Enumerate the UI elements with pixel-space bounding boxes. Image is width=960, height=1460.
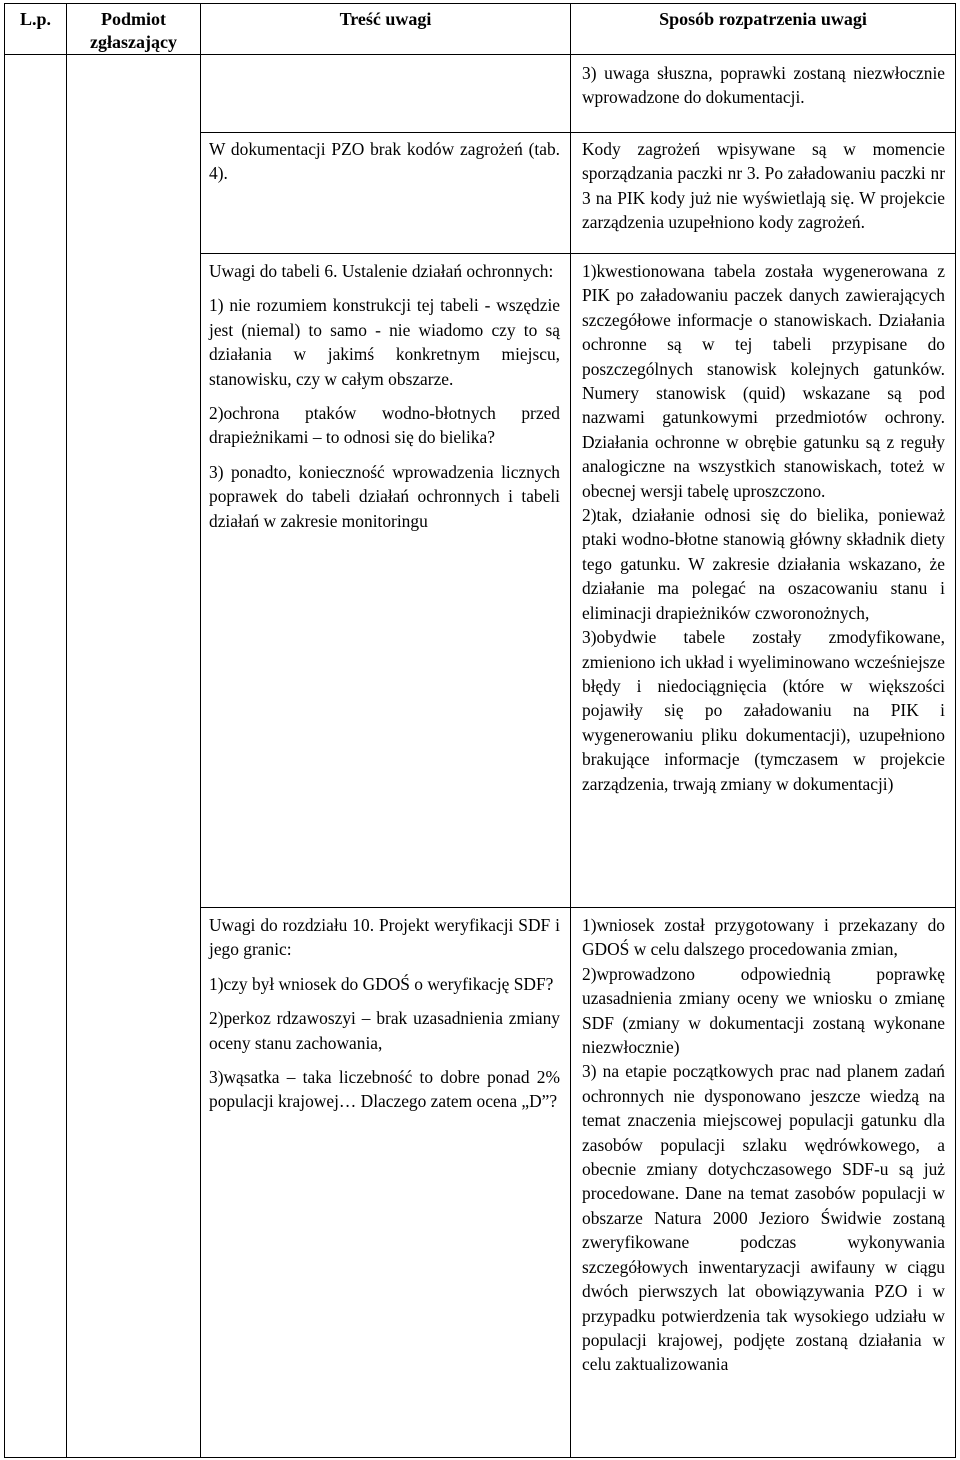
response-paragraph: 3) uwaga słuszna, poprawki zostaną niezwłocznie wprowadzone do dokumentacji.: [582, 63, 945, 108]
podmiot-cell: [67, 55, 201, 1458]
response-paragraph: 1)wniosek został przygotowany i przekazany do GDOŚ w celu dalszego procedowania zmian,: [582, 915, 945, 960]
response-cell: [571, 133, 956, 254]
response-paragraph: 2)tak, działanie odnosi się do bielika, ponieważ ptaki wodno-błotne stanowią główny składnik diety tego gatunku. W zakresie działania wskazano, że działanie ma polegać na oszacowaniu stanu i eliminacji drapieżników czworonożnych,: [582, 505, 945, 623]
lp-cell: [5, 55, 67, 1458]
response-cell: [571, 254, 956, 908]
comment-paragraph: 3) ponadto, konieczność wprowadzenia licznych poprawek do tabeli działań ochronnych i tabeli działań w zakresie monitoringu: [209, 461, 560, 531]
header-tresc: Treść uwagi: [201, 4, 571, 55]
comment-paragraph: Uwagi do tabeli 6. Ustalenie działań ochronnych:: [209, 261, 554, 281]
header-sposob: Sposób rozpatrzenia uwagi: [571, 4, 956, 55]
comment-paragraph: 2)ochrona ptaków wodno-błotnych przed drapieżnikami – to odnosi się do bielika?: [209, 403, 560, 448]
comment-paragraph: 2)perkoz rdzawoszyi – brak uzasadnienia zmiany oceny stanu zachowania,: [209, 1008, 560, 1053]
comment-cell: [201, 133, 571, 254]
remarks-table: [4, 3, 956, 1458]
header-podmiot: Podmiot zgłaszający: [67, 4, 201, 55]
comment-paragraph: W dokumentacji PZO brak kodów zagrożeń (tab. 4).: [209, 139, 560, 184]
comment-cell: [201, 908, 571, 1458]
response-paragraph: 3)obydwie tabele zostały zmodyfikowane, zmieniono ich układ i wyeliminowano wcześniejsze błędy i niedociągnięcia (które w większości pojawiły się po załadowaniu na PIK i wygenerowaniu pliku dokumentacji), uzupełniono brakujące informacje (tymczasem w projekcie zarządzenia, trwają zmiany w dokumentacji): [582, 627, 945, 794]
header-lp: L.p.: [5, 4, 67, 55]
response-paragraph: 3) na etapie początkowych prac nad planem zadań ochronnych nie dysponowano jeszcze wiedzą na temat znaczenia miejscowej populacji gatunku dla zasobów populacji szlaku wędrówkowego, a obecnie zmiany dotychczasowego SDF-u są już procedowane. Dane na temat zasobów populacji w obszarze Natura 2000 Jezioro Świdwie zostaną zweryfikowane podczas wykonywania szczegółowych inwentaryzacji awifauny w ciągu dwóch pierwszych lat obowiązywania PZO i w przypadku potwierdzenia tak wysokiego udziału w populacji krajowej, podjęte zostaną działania w celu zaktualizowania: [582, 1061, 945, 1375]
comment-paragraph: 1) nie rozumiem konstrukcji tej tabeli - wszędzie jest (niemal) to samo - nie wiadomo czy to są działania w jakimś konkretnym miejscu, stanowisku, czy w całym obszarze.: [209, 295, 560, 389]
comment-cell: [201, 55, 571, 133]
comment-paragraph: 3)wąsatka – taka liczebność to dobre ponad 2% populacji krajowej… Dlaczego zatem ocena „D”?: [209, 1067, 560, 1112]
comment-paragraph: 1)czy był wniosek do GDOŚ o weryfikację SDF?: [209, 973, 554, 994]
comment-paragraph: Uwagi do rozdziału 10. Projekt weryfikacji SDF i jego granic:: [209, 915, 560, 960]
comment-cell: [201, 254, 571, 908]
response-cell: [571, 55, 956, 133]
response-paragraph: Kody zagrożeń wpisywane są w momencie sporządzania paczki nr 3. Po załadowaniu paczki nr 3 na PIK kody już nie wyświetlają się. W projekcie zarządzenia uzupełniono kody zagrożeń.: [582, 139, 945, 233]
response-paragraph: 2)wprowadzono odpowiednią poprawkę uzasadnienia zmiany oceny we wniosku o zmianę SDF (zmiany w dokumentacji zostaną wykonane niezwłocznie): [582, 963, 945, 1058]
response-cell: [571, 908, 956, 1458]
response-paragraph: 1)kwestionowana tabela została wygenerowana z PIK po załadowaniu paczek danych zawierających szczegółowe informacje o stanowiskach. Działania ochronne są w tej tabeli przypisane do poszczególnych stanowisk kolejnych gatunków. Numery stanowisk (quid) wskazane są pod nazwami gatunkowymi przedmiotów ochrony. Działania ochronne w obrębie gatunku są z reguły analogiczne na wszystkich stanowiskach, toteż w obecnej wersji tabelę uproszczono.: [582, 261, 945, 501]
header-row: [5, 4, 956, 55]
table-row: [5, 55, 956, 133]
